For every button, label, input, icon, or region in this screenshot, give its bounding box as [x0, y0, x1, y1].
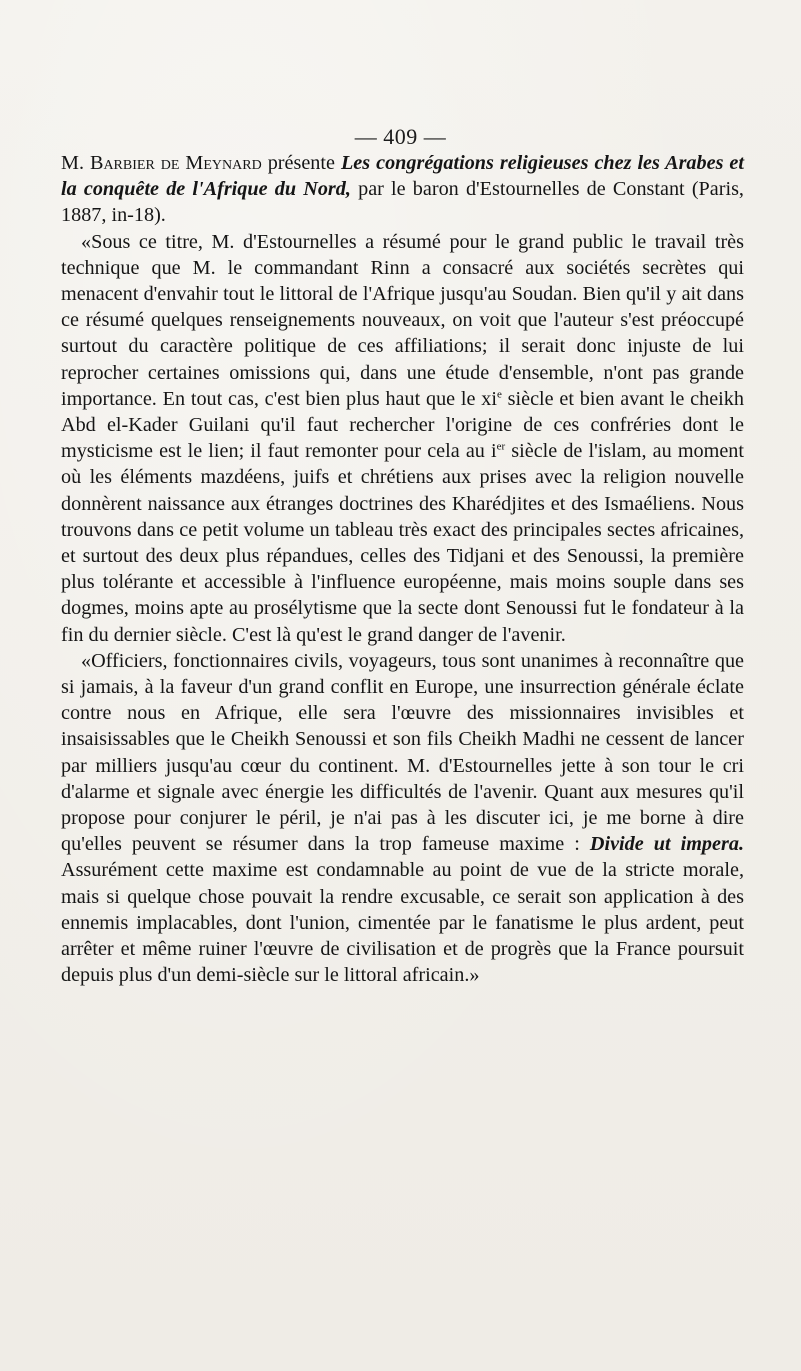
body-text [61, 150, 744, 989]
maxim: Divide ut impera. [589, 833, 744, 856]
paragraph-intro [61, 150, 744, 229]
century-xi: xi [481, 387, 497, 410]
review-1-part-c: siècle de l'islam, au moment où les éléments mazdéens, juifs et chrétiens aux prises avec la religion nouvelle donnèrent naissance aux étranges doctrines des Kharédjites et des Ismaéliens. Nous trouvons dans ce petit volume un tableau très exact des principales sectes africaines, et surtout des deux plus répandues, celles des Tidjani et des Senoussi, la première plus tolérante et accessible à l'influence européenne, mais moins souple dans ses dogmes, moins apte au prosélytisme que la secte dont Senoussi fut le fondateur à la fin du dernier siècle. C'est là qu'est le grand danger de l'avenir. [61, 440, 744, 646]
page-number: — 409 — [354, 124, 447, 149]
century-xi-sup: e [496, 388, 502, 401]
author-name: M. Barbier de Meynard [61, 152, 262, 174]
intro-rest: par le baron d'Estournelles de Constant (Paris, 1887, in-18). [61, 178, 744, 227]
century-i-sup: er [496, 440, 506, 453]
review-2-part-b: Assurément cette maxime est condamnable au point de vue de la stricte morale, mais si quelque chose pouvait la rendre excusable, ce serait son application à des ennemis implacables, dont l'union, cimentée par le fanatisme le plus ardent, peut arrêter et même ruiner l'œuvre de civilisation et de progrès que la France poursuit depuis plus d'un demi-siècle sur le littoral africain.» [61, 859, 744, 987]
paragraph-review-1 [61, 229, 744, 648]
intro-verb: présente [261, 152, 341, 174]
century-i: i [491, 440, 497, 463]
review-2-part-a: «Officiers, fonctionnaires civils, voyageurs, tous sont unanimes à reconnaître que si jamais, à la faveur d'un grand conflit en Europe, une insurrection générale éclate contre nous en Afrique, elle sera l'œuvre des missionnaires invisibles et insaisissables que le Cheikh Senoussi et son fils Cheikh Madhi ne cessent de lancer par milliers jusqu'au cœur du continent. M. d'Estournelles jette à son tour le cri d'alarme et signale avec énergie les difficultés de l'avenir. Quant aux mesures qu'il propose pour conjurer le péril, je n'ai pas à les discuter ici, je me borne à dire qu'elles peuvent se résumer dans la trop fameuse maxime : [61, 649, 744, 856]
review-1-part-a: «Sous ce titre, M. d'Estournelles a résumé pour le grand public le travail très technique que M. le commandant Rinn a consacré aux sociétés secrètes qui menacent d'envahir tout le littoral de l'Afrique jusqu'au Soudan. Bien qu'il y ait dans ce résumé quelques renseignements nouveaux, on voit que l'auteur s'est préoccupé surtout du caractère politique de ces affiliations; il serait donc injuste de lui reprocher certaines omissions qui, dans une étude d'ensemble, n'ont pas grande importance. En tout cas, c'est bien plus haut que le [61, 230, 744, 410]
paragraph-review-2 [61, 648, 744, 989]
review-1-part-b: siècle et bien avant le cheikh Abd el-Kader Guilani qu'il faut rechercher l'origine de ces confréries dont le mysticisme est le lien; il faut remonter pour cela au [61, 387, 744, 463]
book-title: Les congrégations religieuses chez les Arabes et la conquête de l'Afrique du Nord, [61, 152, 744, 201]
